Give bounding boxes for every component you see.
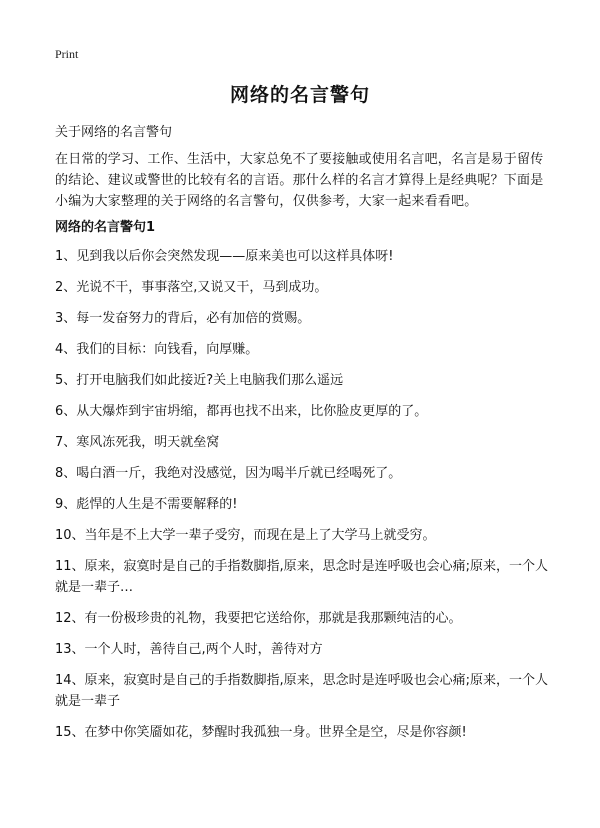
quote-item: 3、每一发奋努力的背后，必有加倍的赏赐。	[55, 311, 311, 326]
quote-item: 4、我们的目标：向钱看，向厚赚。	[55, 342, 259, 357]
page-title: 网络的名言警句	[229, 84, 370, 106]
quote-item: 6、从大爆炸到宇宙坍缩，都再也找不出来，比你脸皮更厚的了。	[55, 404, 428, 419]
quote-list	[55, 246, 550, 753]
quote-item: 7、寒风冻死我，明天就垒窝	[55, 435, 220, 450]
print-link[interactable]: Print	[55, 47, 79, 61]
quote-item: 10、当年是不上大学一辈子受穷，而现在是上了大学马上就受穷。	[55, 528, 436, 543]
intro-paragraph: 在日常的学习、工作、生活中，大家总免不了要接触或使用名言吧，名言是易于留传的结论、建议或警世的比较有名的言语。那什么样的名言才算得上是经典呢？下面是小编为大家整理的关于网络的名言警句，仅供参考，大家一起来看看吧。	[55, 152, 544, 209]
quote-item: 14、原来，寂寞时是自己的手指数脚指,原来，思念时是连呼吸也会心痛;原来，一个人就是一辈子	[55, 673, 549, 709]
quote-item: 8、喝白酒一斤，我绝对没感觉，因为喝半斤就已经喝死了。	[55, 466, 402, 481]
quote-item: 5、打开电脑我们如此接近?关上电脑我们那么遥远	[55, 373, 344, 388]
section-heading: 网络的名言警句1	[55, 220, 156, 235]
quote-item: 9、彪悍的人生是不需要解释的!	[55, 497, 238, 512]
quote-item: 13、一个人时，善待自己,两个人时，善待对方	[55, 642, 323, 657]
quote-item: 12、有一份极珍贵的礼物，我要把它送给你，那就是我那颗纯洁的心。	[55, 611, 462, 626]
quote-item: 1、见到我以后你会突然发现——原来美也可以这样具体呀!	[55, 249, 394, 264]
quote-item: 2、光说不干，事事落空,又说又干，马到成功。	[55, 280, 328, 295]
page-subtitle: 关于网络的名言警句	[55, 125, 173, 140]
quote-item: 11、原来，寂寞时是自己的手指数脚指,原来，思念时是连呼吸也会心痛;原来，一个人就是一辈子…	[55, 559, 549, 595]
quote-item: 15、在梦中你笑靥如花，梦醒时我孤独一身。世界全是空，尽是你容颜!	[55, 725, 467, 740]
